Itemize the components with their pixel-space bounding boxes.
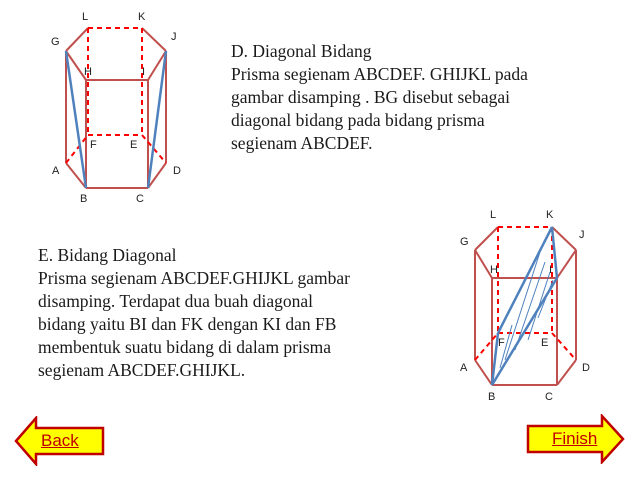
- section-e-text: [38, 244, 350, 382]
- section-e-line: membentuk suatu bidang di dalam prisma: [38, 337, 332, 357]
- vertex-label-g: G: [51, 36, 60, 48]
- vertex-label-l: L: [490, 209, 497, 221]
- section-e-line: bidang yaitu BI dan FK dengan KI dan FB: [38, 314, 337, 334]
- section-e-line: disamping. Terdapat dua buah diagonal: [38, 291, 313, 311]
- vertex-label-f: F: [498, 337, 505, 349]
- back-button-label: Back: [41, 431, 79, 450]
- vertex-label-c: C: [545, 391, 553, 403]
- section-d-line: segienam ABCDEF.: [231, 133, 373, 153]
- section-d-heading: D. Diagonal Bidang: [231, 41, 372, 61]
- vertex-label-d: D: [173, 165, 181, 177]
- vertex-label-k: K: [138, 11, 146, 23]
- vertex-label-j: J: [171, 31, 177, 43]
- vertex-label-k: K: [546, 209, 554, 221]
- section-d-line: gambar disamping . BG disebut sebagai: [231, 87, 510, 107]
- back-button[interactable]: [14, 416, 106, 466]
- vertex-label-e: E: [541, 337, 549, 349]
- vertex-label-l: L: [82, 11, 89, 23]
- vertex-label-i: I: [142, 66, 146, 78]
- section-d-line: diagonal bidang pada bidang prisma: [231, 110, 485, 130]
- vertex-label-f: F: [90, 139, 97, 151]
- vertex-label-d: D: [582, 362, 590, 374]
- vertex-label-c: C: [136, 193, 144, 205]
- vertex-label-j: J: [579, 229, 585, 241]
- vertex-label-e: E: [130, 139, 138, 151]
- vertex-label-a: A: [52, 165, 60, 177]
- vertex-label-i: I: [549, 264, 553, 276]
- vertex-label-b: B: [488, 391, 496, 403]
- section-d-line: Prisma segienam ABCDEF. GHIJKL pada: [231, 64, 528, 84]
- section-e-heading: E. Bidang Diagonal: [38, 245, 177, 265]
- vertex-label-h: H: [490, 264, 498, 276]
- vertex-label-g: G: [460, 236, 469, 248]
- vertex-label-a: A: [460, 362, 468, 374]
- finish-button-label: Finish: [552, 429, 598, 448]
- section-d-text: [231, 40, 528, 155]
- vertex-label-h: H: [84, 66, 92, 78]
- section-e-line: Prisma segienam ABCDEF.GHIJKL gambar: [38, 268, 350, 288]
- section-e-line: segienam ABCDEF.GHIJKL.: [38, 360, 246, 380]
- vertex-label-b: B: [80, 193, 88, 205]
- finish-button[interactable]: [526, 414, 626, 464]
